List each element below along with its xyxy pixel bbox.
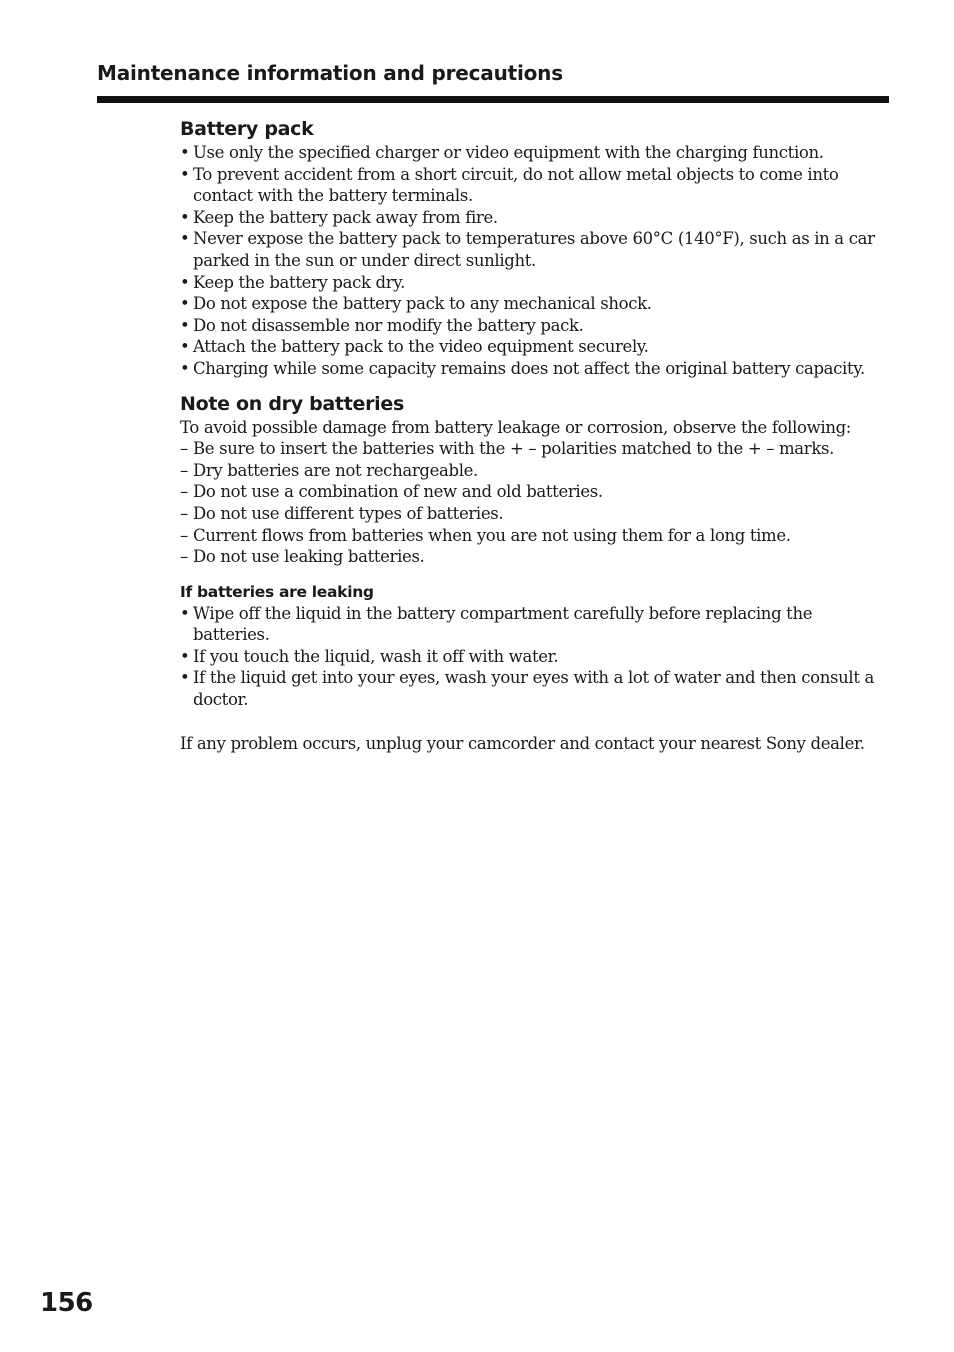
dash-marker: – xyxy=(180,525,188,545)
bullet-marker: • xyxy=(180,668,190,688)
header-rule xyxy=(97,96,889,103)
dash-marker: – xyxy=(180,439,188,459)
list-item xyxy=(180,336,892,358)
list-item-text: Current flows from batteries when you are not using them for a long time. xyxy=(193,525,791,545)
list-item-text: Attach the battery pack to the video equipment securely. xyxy=(193,337,649,357)
bullet-marker: • xyxy=(180,603,190,623)
list-item-text: Wipe off the liquid in the battery compartment carefully before replacing the batteries. xyxy=(193,603,813,645)
list-item xyxy=(180,438,892,460)
leaking-heading: If batteries are leaking xyxy=(180,582,374,601)
page-number: 156 xyxy=(40,1288,93,1318)
bullet-marker: • xyxy=(180,358,190,378)
list-item-text: Do not disassemble nor modify the battery pack. xyxy=(193,315,584,335)
list-item xyxy=(180,603,892,646)
dash-marker: – xyxy=(180,460,188,480)
list-item-text: If you touch the liquid, wash it off with water. xyxy=(193,646,559,666)
page-content xyxy=(180,116,892,754)
bullet-marker: • xyxy=(180,315,190,335)
battery-pack-heading: Battery pack xyxy=(180,118,314,140)
dash-marker: – xyxy=(180,482,188,502)
list-item-text: Do not use different types of batteries. xyxy=(193,503,504,523)
list-item xyxy=(180,142,892,164)
bullet-marker: • xyxy=(180,164,190,184)
list-item-text: Keep the battery pack away from fire. xyxy=(193,207,498,227)
bullet-marker: • xyxy=(180,143,190,162)
dash-marker: – xyxy=(180,547,188,567)
bullet-marker: • xyxy=(180,337,190,357)
list-item xyxy=(180,272,892,294)
spacer xyxy=(180,380,892,391)
list-item xyxy=(180,164,892,207)
list-item xyxy=(180,460,892,482)
dash-marker: – xyxy=(180,503,188,523)
section-header-title: Maintenance information and precautions xyxy=(97,61,563,85)
list-item-text: Do not use leaking batteries. xyxy=(193,547,425,567)
list-item xyxy=(180,293,892,315)
list-item xyxy=(180,525,892,547)
bullet-marker: • xyxy=(180,294,190,314)
dry-batteries-heading: Note on dry batteries xyxy=(180,392,404,415)
dry-batteries-list xyxy=(180,438,892,568)
list-item xyxy=(180,503,892,525)
battery-pack-list xyxy=(180,142,892,380)
list-item-text: Never expose the battery pack to temperatures above 60°C (140°F), such as in a car parked in the sun or under direct sunlight. xyxy=(193,229,875,270)
leaking-list xyxy=(180,603,892,711)
bullet-marker: • xyxy=(180,646,190,666)
bullet-marker: • xyxy=(180,207,190,227)
list-item xyxy=(180,358,892,380)
list-item xyxy=(180,228,892,271)
list-item-text: Dry batteries are not rechargeable. xyxy=(193,460,478,480)
list-item xyxy=(180,481,892,503)
list-item-text: Use only the specified charger or video equipment with the charging function. xyxy=(193,143,824,162)
bullet-marker: • xyxy=(180,272,190,292)
list-item-text: Charging while some capacity remains does not affect the original battery capacity. xyxy=(193,358,865,378)
dry-batteries-intro: To avoid possible damage from battery leakage or corrosion, observe the following: xyxy=(180,417,852,437)
list-item xyxy=(180,207,892,229)
list-item-text: Be sure to insert the batteries with the + – polarities matched to the + – marks. xyxy=(193,439,834,459)
list-item xyxy=(180,546,892,568)
list-item-text: If the liquid get into your eyes, wash your eyes with a lot of water and then consult a doctor. xyxy=(193,668,875,710)
list-item-text: Keep the battery pack dry. xyxy=(193,272,405,292)
spacer xyxy=(180,711,892,733)
list-item-text: To prevent accident from a short circuit, do not allow metal objects to come into contact with the battery terminals. xyxy=(193,164,839,206)
spacer xyxy=(180,568,892,581)
list-item xyxy=(180,646,892,668)
list-item-text: Do not use a combination of new and old batteries. xyxy=(193,482,603,502)
list-item xyxy=(180,315,892,337)
bullet-marker: • xyxy=(180,229,190,249)
list-item-text: Do not expose the battery pack to any mechanical shock. xyxy=(193,294,652,314)
closing-paragraph: If any problem occurs, unplug your camcorder and contact your nearest Sony dealer. xyxy=(180,733,865,753)
list-item xyxy=(180,667,892,710)
